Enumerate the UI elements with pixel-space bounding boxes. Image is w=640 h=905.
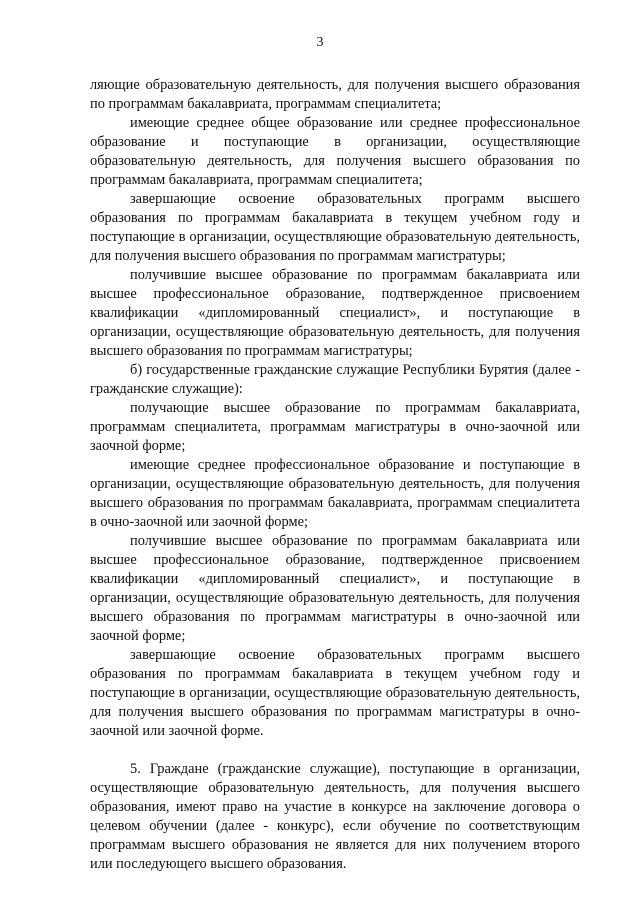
paragraph-section-5: 5. Граждане (гражданские служащие), поступающие в организации, осуществляющие образовательную деятельность, для получения высшего образования, имеют право на участие в конкурсе на заключение договора о целевом обучении (далее - конкурс), если обучение по соответствующим программам высшего образования не является для них получением второго или последующего высшего образования. [90, 761, 580, 872]
paragraph-secondary-education: имеющие среднее общее образование или среднее профессиональное образование и поступающие в организации, осуществляющие образовательную деятельность, для получения высшего образования по программам бакалавриата, программам специалитета; [90, 115, 580, 188]
paragraph-secondary-professional: имеющие среднее профессиональное образование и поступающие в организации, осуществляющие образовательную деятельность, для получения высшего образования по программам бакалавриата, программам специалитета в очно-заочной или заочной форме; [90, 457, 580, 530]
paragraph-receiving-education: получающие высшее образование по программам бакалавриата, программам специалитета, программам магистратуры в очно-заочной или заочной форме; [90, 400, 580, 454]
paragraph-continuation: ляющие образовательную деятельность, для получения высшего образования по программам бакалавриата, программам специалитета; [90, 77, 580, 112]
paragraph-completing-bachelor: завершающие освоение образовательных программ высшего образования по программам бакалавриата в текущем учебном году и поступающие в организации, осуществляющие образовательную деятельность, для получения высшего образования по программам магистратуры; [90, 191, 580, 264]
paragraph-graduated-bachelor: получившие высшее образование по программам бакалавриата или высшее профессиональное образование, подтвержденное присвоением квалификации «дипломированный специалист», и поступающие в организации, осуществляющие образовательную деятельность, для получения высшего образования по программам магистратуры; [90, 267, 580, 359]
paragraph-graduated-specialist: получившие высшее образование по программам бакалавриата или высшее профессиональное образование, подтвержденное присвоением квалификации «дипломированный специалист», и поступающие в организации, осуществляющие образовательную деятельность, для получения высшего образования по программам магистратуры в очно-заочной или заочной форме; [90, 533, 580, 644]
paragraph-civil-servants: б) государственные гражданские служащие Республики Бурятия (далее - гражданские служащие): [90, 362, 580, 397]
paragraph-completing-master: завершающие освоение образовательных программ высшего образования по программам бакалавриата в текущем учебном году и поступающие в организации, осуществляющие образовательную деятельность, для получения высшего образования по программам магистратуры в очно-заочной или заочной форме. [90, 647, 580, 739]
document-body [90, 76, 580, 874]
page-number: 3 [316, 35, 324, 50]
